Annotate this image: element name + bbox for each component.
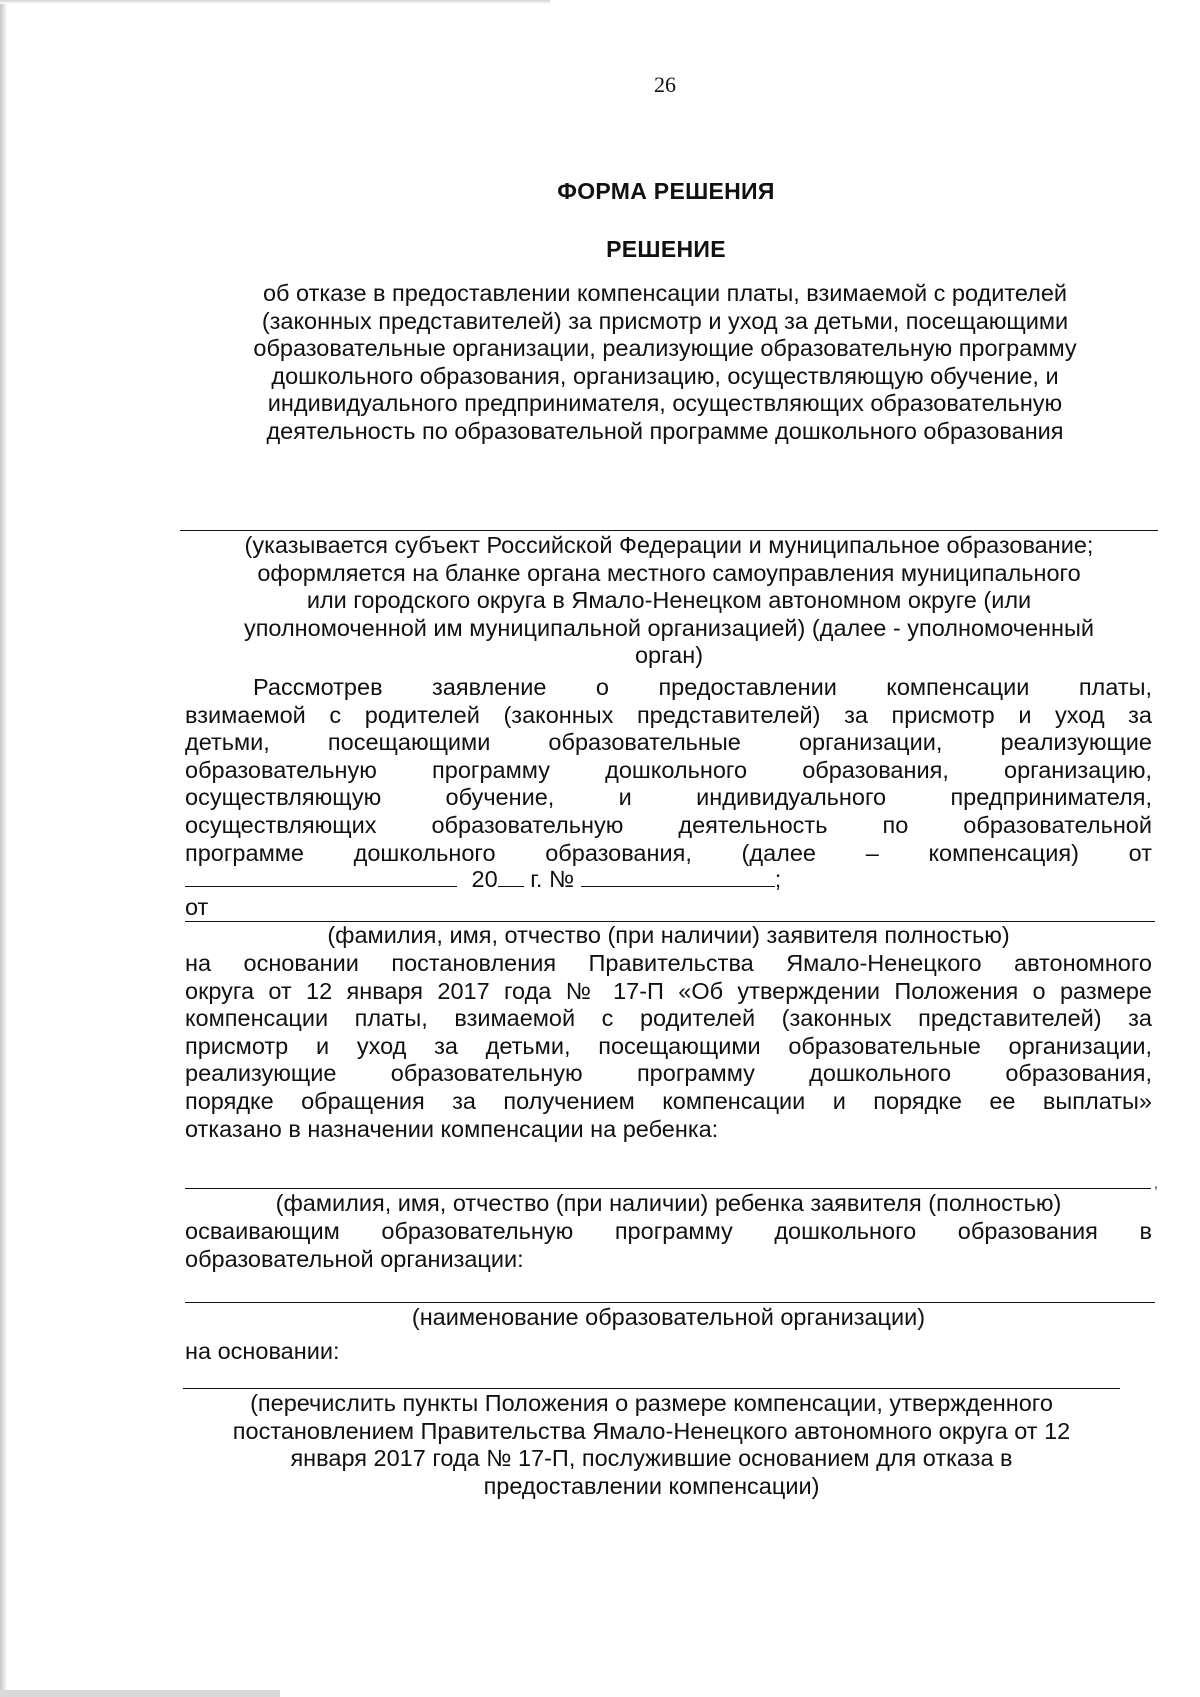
paragraph-line: на основании постановления Правительства Ямало-Ненецкого автономного [185, 950, 1152, 976]
paragraph-line: осуществляющих образовательную деятельность по образовательной [185, 811, 1152, 838]
subtitle-line: деятельность по образовательной программе дошкольного образования [266, 417, 1064, 444]
decision-subtitle [180, 280, 1150, 446]
applicant-hint: (фамилия, имя, отчество (при наличии) заявителя полностью) [327, 922, 1010, 948]
mastering-paragraph [185, 1218, 1152, 1273]
form-title: ФОРМА РЕШЕНИЯ [557, 178, 775, 204]
grounds-blank-line [183, 1388, 1120, 1389]
organization-blank-line [185, 1302, 1155, 1303]
authority-hint-line: уполномоченной им муниципальной организацией) (далее - уполномоченный [243, 614, 1095, 641]
subtitle-line: образовательные организации, реализующие образовательную программу [253, 335, 1077, 362]
considered-paragraph [185, 674, 1152, 867]
application-date-blank[interactable] [185, 866, 457, 887]
year-blank[interactable] [498, 866, 524, 887]
application-date-line [185, 866, 781, 894]
paragraph-line: Рассмотрев заявление о предоставлении компенсации платы, [253, 674, 1152, 700]
authority-hint-line: или городского округа в Ямало-Ненецком автономном округе (или [306, 587, 1032, 614]
document-title: РЕШЕНИЕ [606, 236, 726, 262]
page-number: 26 [654, 72, 676, 97]
grounds-hint-line: (перечислить пункты Положения о размере компенсации, утвержденного [250, 1390, 1053, 1416]
basis-paragraph [185, 950, 1152, 1143]
grounds-hint-line: предоставлении компенсации) [483, 1472, 820, 1499]
grounds-hint-line: постановлением Правительства Ямало-Ненецкого автономного округа от 12 [232, 1417, 1071, 1444]
subtitle-line: индивидуального предпринимателя, осуществляющих образовательную [267, 390, 1063, 417]
from-label: от [185, 894, 209, 920]
paragraph-line: программе дошкольного образования, (далее – компенсация) от [185, 839, 1152, 866]
child-blank-line [185, 1188, 1151, 1189]
grounds-hint [183, 1390, 1120, 1500]
paragraph-line: компенсации платы, взимаемой с родителей (законных представителей) за [185, 1005, 1152, 1032]
paragraph-line: реализующие образовательную программу дошкольного образования, [185, 1060, 1152, 1087]
paragraph-line: образовательную программу дошкольного образования, организацию, [185, 756, 1152, 783]
paragraph-line: присмотр и уход за детьми, посещающими образовательные организации, [185, 1032, 1152, 1059]
paragraph-line: осваивающим образовательную программу дошкольного образования в [185, 1218, 1152, 1244]
paragraph-line: образовательной организации: [185, 1245, 524, 1272]
application-number-blank[interactable] [581, 866, 775, 887]
paragraph-line: порядке обращения за получением компенсации и порядке ее выплаты» [185, 1087, 1152, 1114]
child-line-end-mark: , [1154, 1175, 1158, 1191]
end-mark: ; [774, 866, 782, 892]
paragraph-line: отказано в назначении компенсации на ребенка: [185, 1115, 719, 1142]
number-label: г. № [523, 866, 575, 892]
child-hint: (фамилия, имя, отчество (при наличии) ребенка заявителя (полностью) [275, 1190, 1062, 1216]
authority-hint-line: оформляется на бланке органа местного самоуправления муниципального [257, 559, 1081, 586]
subtitle-line: (законных представителей) за присмотр и уход за детьми, посещающими [261, 307, 1069, 334]
paragraph-line: взимаемой с родителей (законных представителей) за присмотр и уход за [185, 701, 1152, 728]
grounds-label: на основании: [185, 1338, 340, 1364]
paragraph-line: детьми, посещающими образовательные организации, реализующие [185, 729, 1152, 756]
scan-edge-bottom [0, 1690, 280, 1697]
organization-hint: (наименование образовательной организации) [411, 1304, 926, 1330]
authority-hint [180, 532, 1158, 670]
paragraph-line: осуществляющую обучение, и индивидуального предпринимателя, [185, 784, 1152, 811]
authority-hint-line: (указывается субъект Российской Федерации и муниципальное образование; [244, 532, 1094, 558]
subtitle-line: дошкольного образования, организацию, осуществляющую обучение, и [271, 362, 1059, 389]
year-prefix: 20 [471, 866, 498, 892]
subtitle-line: об отказе в предоставлении компенсации платы, взимаемой с родителей [262, 280, 1068, 306]
authority-blank-line [180, 530, 1158, 531]
authority-hint-line: орган) [634, 642, 704, 669]
scan-edge-top [0, 0, 550, 4]
paragraph-line: округа от 12 января 2017 года № 17-П «Об утверждении Положения о размере [185, 977, 1152, 1004]
grounds-hint-line: января 2017 года № 17-П, послужившие основанием для отказа в [290, 1445, 1013, 1472]
